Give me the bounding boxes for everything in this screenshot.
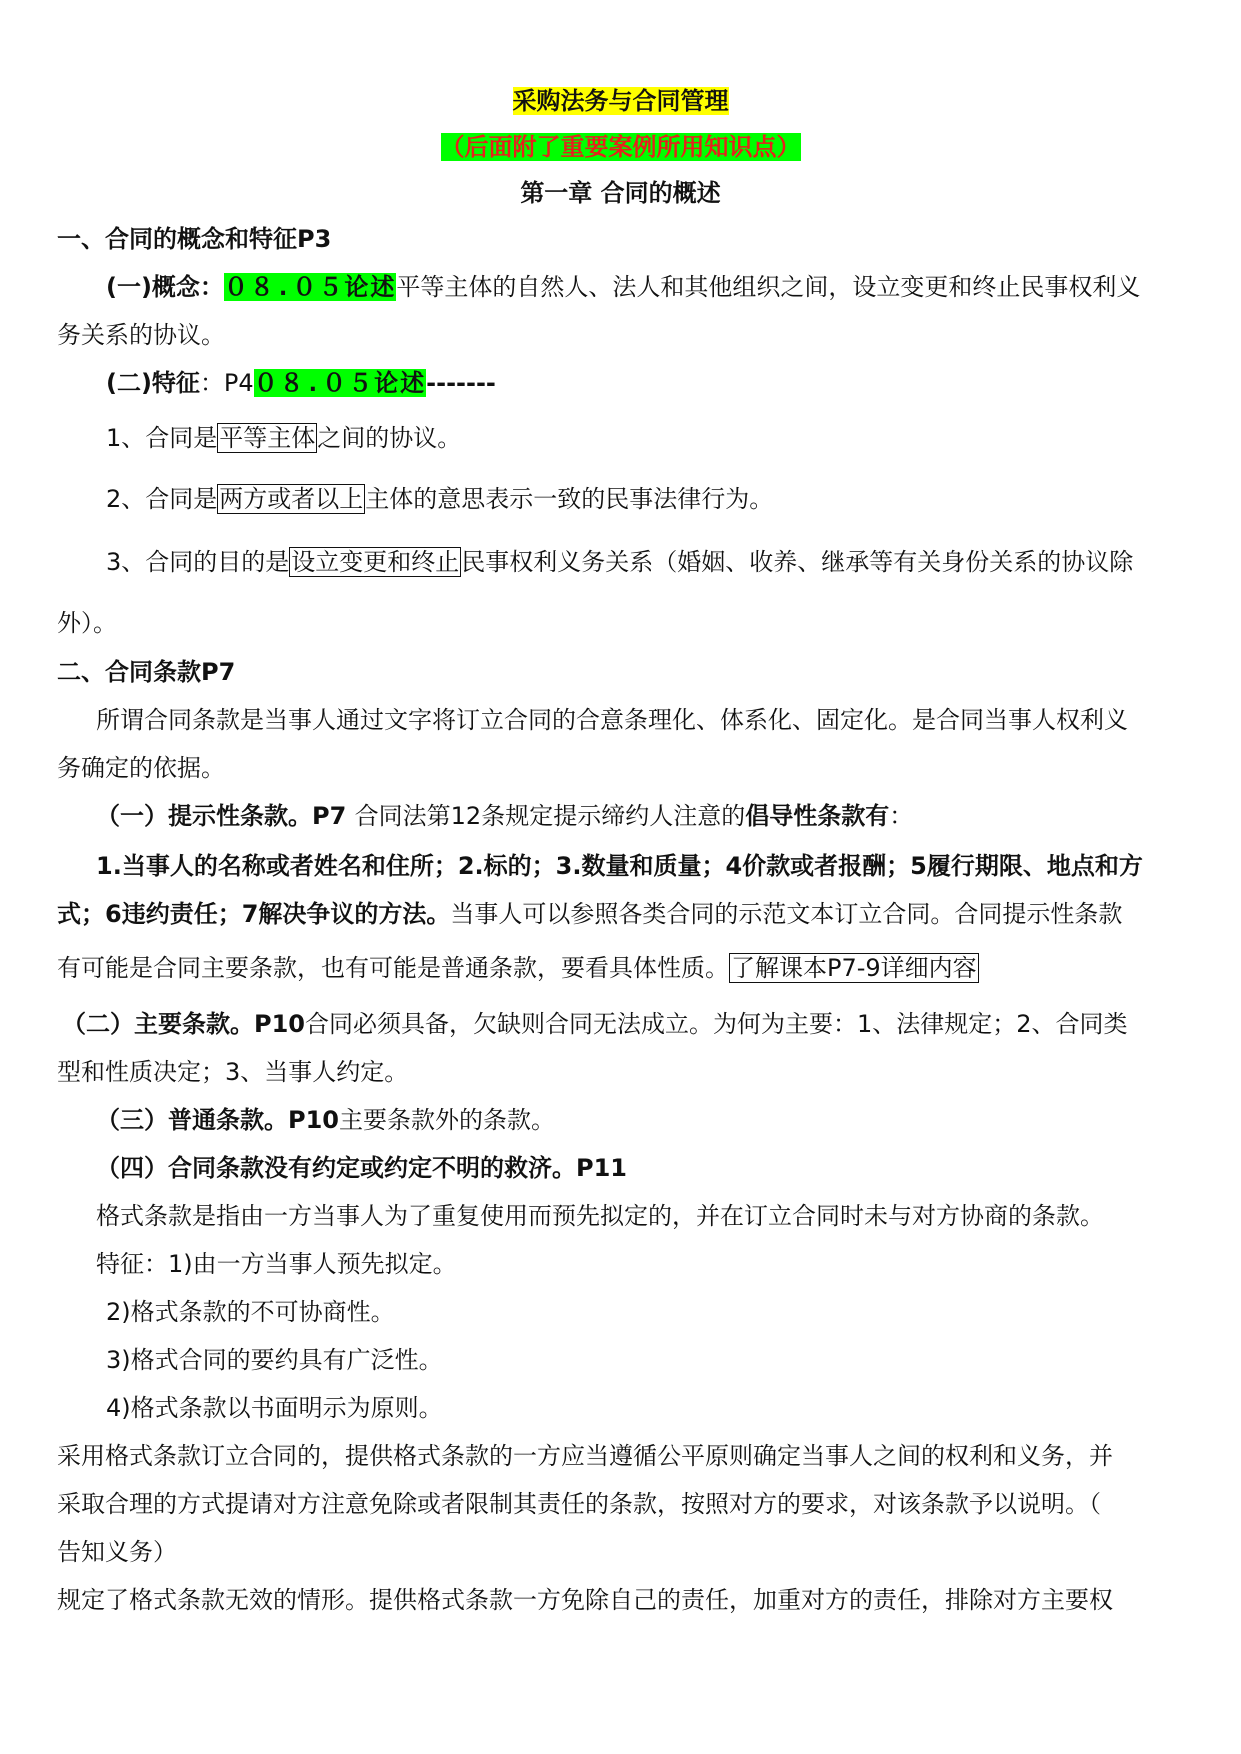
item-3-post: 民事权利义务关系（婚姻、收养、继承等有关身份关系的协议除 <box>461 548 1134 576</box>
subtitle-highlight: （后面附了重要案例所用知识点） <box>440 133 801 161</box>
item-2-box: 两方或者以上 <box>219 485 364 513</box>
clause-a-list-3-text: 有可能是合同主要条款，也有可能是普通条款，要看具体性质。 <box>57 954 729 982</box>
title-highlight: 采购法务与合同管理 <box>512 87 729 115</box>
clause-a-list-3 <box>57 951 979 985</box>
item-2-pre: 2、合同是 <box>106 485 218 513</box>
standard-feature-4: 4)格式条款以书面明示为原则。 <box>106 1394 443 1422</box>
feature-item-1 <box>106 421 461 455</box>
item-1-box: 平等主体 <box>219 424 316 452</box>
chapter-title: 第一章 合同的概述 <box>520 179 721 207</box>
clause-b-cont: 型和性质决定；3、当事人约定。 <box>57 1058 409 1086</box>
clause-a-list-1: 1.当事人的名称或者姓名和住所；2.标的；3.数量和质量；4价款或者报酬；5履行期限、地点和方 <box>96 852 1143 880</box>
clause-a-list-2-bold: 式；6违约责任；7解决争议的方法。 <box>57 900 451 928</box>
item-3-pre: 3、合同的目的是 <box>106 548 290 576</box>
feature-item-3-cont: 外）。 <box>57 609 117 637</box>
clause-a-list-2 <box>57 897 1122 931</box>
concept-line <box>106 270 1140 304</box>
feature-item-2 <box>106 482 773 516</box>
item-2-post: 主体的意思表示一致的民事法律行为。 <box>365 485 774 513</box>
document-title <box>0 84 1241 118</box>
item-3-box: 设立变更和终止 <box>291 548 460 576</box>
feature-line <box>106 366 496 400</box>
standard-feature-1: 特征：1)由一方当事人预先拟定。 <box>96 1250 457 1278</box>
concept-text-cont: 务关系的协议。 <box>57 321 225 349</box>
feature-dash: ------- <box>426 369 496 397</box>
clause-d-heading: （四）合同条款没有约定或约定不明的救济。P11 <box>96 1154 627 1182</box>
paragraph-1-line-2: 采取合理的方式提请对方注意免除或者限制其责任的条款，按照对方的要求，对该条款予以说明。（ <box>57 1490 1101 1518</box>
feature-item-3 <box>106 545 1133 579</box>
feature-tag: ０８.０５论述 <box>253 369 427 397</box>
section-2-intro: 所谓合同条款是当事人通过文字将订立合同的合意条理化、体系化、固定化。是合同当事人权利义 <box>96 706 1128 734</box>
clause-c-label: （三）普通条款。P10 <box>96 1106 339 1134</box>
concept-label: (一)概念： <box>106 273 224 301</box>
section-2-intro-cont: 务确定的依据。 <box>57 754 225 782</box>
paragraph-1-line-1: 采用格式条款订立合同的，提供格式条款的一方应当遵循公平原则确定当事人之间的权利和义务，并 <box>57 1442 1113 1470</box>
clause-a-colon: ： <box>889 802 914 830</box>
standard-feature-2: 2)格式条款的不可协商性。 <box>106 1298 395 1326</box>
item-1-pre: 1、合同是 <box>106 424 218 452</box>
document-subtitle <box>0 130 1241 164</box>
section-1-heading: 一、合同的概念和特征P3 <box>57 225 332 253</box>
clause-b-line <box>62 1007 1128 1041</box>
clause-a-line <box>96 799 913 833</box>
standard-feature-3: 3)格式合同的要约具有广泛性。 <box>106 1346 443 1374</box>
clause-a-list-2-text: 当事人可以参照各类合同的示范文本订立合同。合同提示性条款 <box>450 900 1123 928</box>
feature-colon: ：P4 <box>199 369 254 397</box>
paragraph-1-line-3: 告知义务） <box>57 1538 177 1566</box>
clause-c-text: 主要条款外的条款。 <box>339 1106 555 1134</box>
concept-tag: ０８.０５论述 <box>223 273 397 301</box>
clause-a-label: （一）提示性条款。P7 <box>96 802 355 830</box>
clause-b-text: 合同必须具备，欠缺则合同无法成立。为何为主要：1、法律规定；2、合同类 <box>305 1010 1128 1038</box>
clause-a-text: 合同法第12条规定提示缔约人注意的 <box>354 802 746 830</box>
clause-a-box: 了解课本P7-9详细内容 <box>731 954 977 982</box>
clause-c-line <box>96 1103 555 1137</box>
clause-b-label: （二）主要条款。P10 <box>62 1010 305 1038</box>
paragraph-2-line-1: 规定了格式条款无效的情形。提供格式条款一方免除自己的责任，加重对方的责任，排除对方主要权 <box>57 1586 1113 1614</box>
section-2-heading: 二、合同条款P7 <box>57 658 236 686</box>
clause-a-bold: 倡导性条款有 <box>745 802 890 830</box>
item-1-post: 之间的协议。 <box>317 424 462 452</box>
feature-label: (二)特征 <box>106 369 200 397</box>
standard-clause-definition: 格式条款是指由一方当事人为了重复使用而预先拟定的，并在订立合同时未与对方协商的条款。 <box>96 1202 1104 1230</box>
concept-text: 平等主体的自然人、法人和其他组织之间，设立变更和终止民事权利义 <box>396 273 1141 301</box>
